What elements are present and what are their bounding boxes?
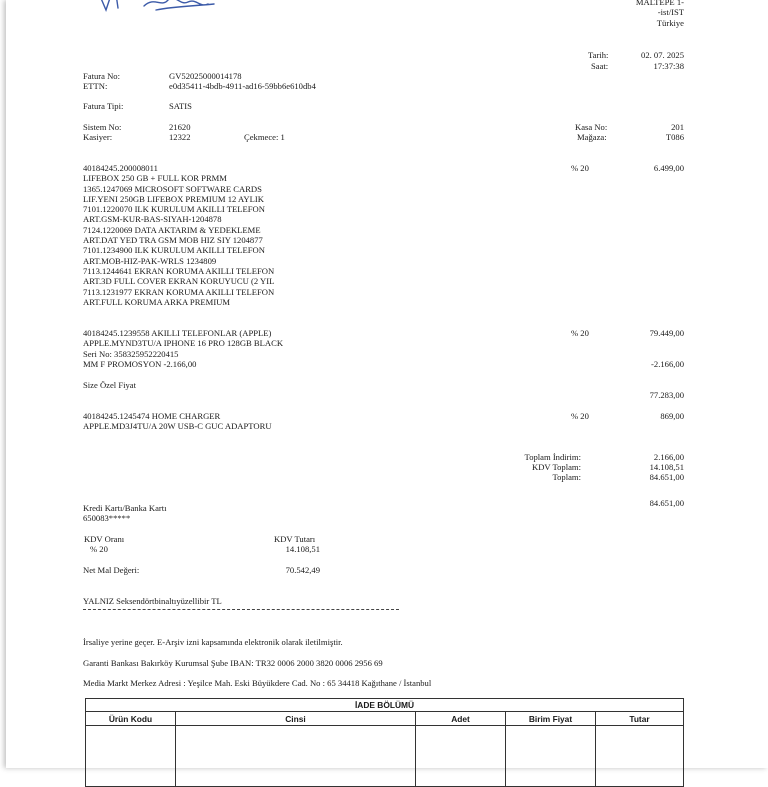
drawer-label: Çekmece: 1	[244, 132, 285, 142]
system-no-value: 21620	[169, 122, 191, 132]
store-location	[636, 0, 684, 28]
ettn-value: e0d35411-4bdb-4911-ad16-59bb6e610db4	[169, 81, 316, 91]
invoice-type-value: SATIS	[169, 101, 192, 111]
line-item-1	[83, 163, 274, 307]
item-line: LIFEBOX 250 GB + FULL KOR PRMM	[83, 173, 227, 184]
item-line: LIF.YENI 250GB LIFEBOX PREMIUM 12 AYLIK	[83, 193, 264, 204]
store-value: T086	[665, 132, 684, 142]
register-no-value: 201	[671, 122, 684, 132]
amount-in-words: YALNIZ Seksendörtbinaltıyüzellibir TL	[83, 596, 222, 606]
time-value: 17:37:38	[653, 61, 684, 71]
return-cell	[86, 726, 176, 787]
ettn-label: ETTN:	[83, 81, 108, 91]
item-2-discount: -2.166,00	[651, 359, 684, 369]
item-line: 7101.1220070 ILK KURULUM AKILLI TELEFON	[83, 204, 265, 215]
item-line: 1365.1247069 MICROSOFT SOFTWARE CARDS	[83, 183, 262, 194]
item-line: ART.DAT YED TRA GSM MOB HIZ SIY 1204877	[83, 235, 263, 246]
payment-amount: 84.651,00	[649, 498, 684, 508]
return-section-title: İADE BÖLÜMÜ	[86, 699, 684, 712]
column-header-total: Tutar	[596, 712, 684, 726]
column-header-type: Cinsi	[176, 712, 416, 726]
vat-amount-label: KDV Tutarı	[274, 534, 316, 544]
date-value: 02. 07. 2025	[641, 50, 684, 60]
return-cell	[506, 726, 596, 787]
special-price-label: Size Özel Fiyat	[83, 380, 136, 390]
store-label: Mağaza:	[577, 132, 607, 142]
return-cell	[416, 726, 506, 787]
item-line: APPLE.MYND3TU/A IPHONE 16 PRO 128GB BLACK	[83, 338, 284, 349]
item-line: 40184245.1245474 HOME CHARGER	[83, 411, 221, 421]
grand-total-value: 84.651,00	[649, 472, 684, 482]
item-2-vat: % 20	[571, 328, 589, 338]
item-line: Seri No: 358325952220415	[83, 348, 179, 359]
irsaliye-note: İrsaliye yerine geçer. E-Arşiv izni kapsamında elektronik olarak iletilmiştir.	[83, 637, 343, 647]
item-line: ART.FULL KORUMA ARKA PREMIUM	[83, 296, 231, 307]
payment-method: Kredi Kartı/Banka Kartı	[83, 503, 167, 513]
vat-rate-label: KDV Oranı	[84, 534, 125, 544]
vat-rate-value: % 20	[90, 544, 108, 554]
item-line: ART.MOB-HIZ-PAK-WRLS 1234809	[83, 255, 217, 266]
column-header-unit-price: Birim Fiyat	[506, 712, 596, 726]
item-line: 7124.1220069 DATA AKTARIM & YEDEKLEME	[83, 224, 261, 235]
cashier-value: 12322	[169, 132, 191, 142]
address-note: Media Markt Merkez Adresi : Yeşilce Mah. Eski Büyükdere Cad. No : 65 34418 Kağıthane / İstanbul	[83, 678, 432, 688]
line-item-2	[83, 328, 283, 369]
grand-total-label: Toplam:	[552, 472, 581, 482]
item-line: ART.GSM-KUR-BAS-SIYAH-1204878	[83, 214, 222, 225]
invoice-type-label: Fatura Tipi:	[83, 101, 124, 111]
item-2-amount: 79.449,00	[649, 328, 684, 338]
item-line: 7101.1234900 ILK KURULUM AKILLI TELEFON	[83, 245, 265, 256]
item-line: 7113.1231977 EKRAN KORUMA AKILLI TELEFON	[83, 286, 275, 297]
cashier-label: Kasiyer:	[83, 132, 113, 142]
total-discount-value: 2.166,00	[653, 452, 684, 462]
item-3-vat: % 20	[571, 411, 589, 421]
location-line-2: -ist/IST	[657, 7, 684, 18]
system-no-label: Sistem No:	[83, 122, 122, 132]
invoice-no-label: Fatura No:	[83, 71, 120, 81]
signature-scribble	[96, 0, 236, 22]
iban-note: Garanti Bankası Bakırköy Kurumsal Şube IBAN: TR32 0006 2000 3820 0006 2956 69	[83, 658, 383, 668]
item-line: 40184245.1239558 AKILLI TELEFONLAR (APPLE)	[83, 328, 272, 338]
card-number: 650083*****	[83, 513, 131, 523]
item-line: ART.3D FULL COVER EKRAN KORUYUCU (2 YIL	[83, 276, 275, 287]
total-discount-label: Toplam İndirim:	[524, 452, 581, 462]
time-label: Saat:	[591, 61, 609, 71]
item-line: MM F PROMOSYON -2.166,00	[83, 358, 197, 369]
column-header-product-code: Ürün Kodu	[86, 712, 176, 726]
location-line-1: MALTEPE 1-	[635, 0, 684, 7]
total-vat-label: KDV Toplam:	[532, 462, 581, 472]
item-1-amount: 6.499,00	[653, 163, 684, 173]
column-header-quantity: Adet	[416, 712, 506, 726]
date-label: Tarih:	[588, 50, 609, 60]
line-item-3	[83, 411, 272, 432]
item-line: APPLE.MD3J4TU/A 20W USB-C GUC ADAPTORU	[83, 421, 272, 432]
total-vat-value: 14.108,51	[649, 462, 684, 472]
item-line: 40184245.200008011	[83, 163, 158, 173]
dashed-divider	[83, 609, 399, 610]
return-cell	[176, 726, 416, 787]
register-no-label: Kasa No:	[575, 122, 608, 132]
item-3-amount: 869,00	[660, 411, 684, 421]
special-price-amount: 77.283,00	[649, 390, 684, 400]
invoice-no-value: GV52025000014178	[169, 71, 242, 81]
location-line-3: Türkiye	[656, 17, 684, 28]
vat-amount-value: 14.108,51	[285, 544, 320, 554]
item-1-vat: % 20	[571, 163, 589, 173]
net-value-label: Net Mal Değeri:	[83, 565, 140, 575]
return-section-table	[85, 698, 684, 787]
item-line: 7113.1244641 EKRAN KORUMA AKILLI TELEFON	[83, 265, 275, 276]
net-value-amount: 70.542,49	[285, 565, 320, 575]
return-cell	[596, 726, 684, 787]
